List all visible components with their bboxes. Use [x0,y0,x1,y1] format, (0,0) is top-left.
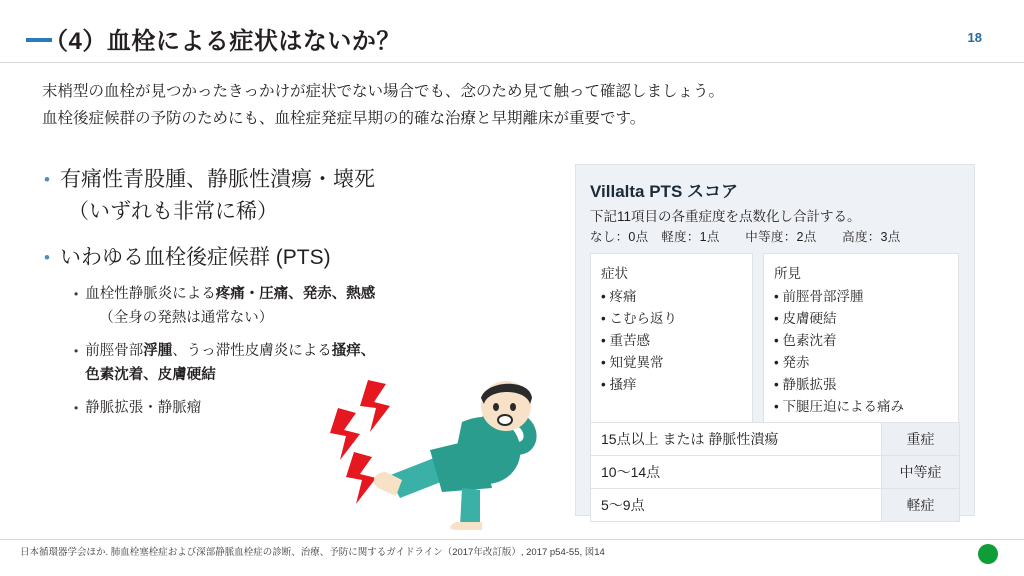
list-item: • こむら返り [601,308,742,330]
list-item: • 搔痒 [601,374,742,396]
sub-3-text: 静脈拡張・静脈瘤 [85,400,202,416]
list-item: • 疼痛 [601,286,742,308]
lead-line-1: 末梢型の血栓が見つかったきっかけが症状でない場合でも、念のため見て触って確認しましょう。 [42,83,725,100]
severity-label: 重症 [882,423,960,456]
bullet-dot-icon: • [44,248,50,267]
bullet-dot-icon: • [74,401,79,415]
panel-scale-legend: なし：0点 軽度：1点 中等度：2点 高度：3点 [590,230,901,244]
table-row [591,489,960,522]
sub-1-pre: 血栓性静脈炎による [85,286,216,302]
bullet-item-1 [44,164,544,228]
bullet-1-text: 有痛性青股腫、静脈性潰瘍・壊死 [59,168,375,191]
table-row [591,423,960,456]
logo-dot-icon [978,544,998,564]
header-divider [0,62,1024,63]
lead-paragraph [42,78,972,132]
villalta-score-panel [575,164,975,516]
bullet-dot-icon: • [44,170,50,189]
body-shape [374,381,532,530]
score-range: 5〜9点 [591,489,882,522]
sub-2-bold-1: 浮腫 [143,343,173,359]
findings-list [774,286,948,418]
list-item: • 重苦感 [601,330,742,352]
panel-subtitle: 下記11項目の各重症度を点数化し合計する。 [590,209,861,224]
severity-label: 軽症 [882,489,960,522]
sub-1-note: （全身の発熱は通常ない） [99,310,274,326]
findings-heading: 所見 [774,266,801,281]
panel-card-group [590,253,959,429]
sub-2-bold-2: 搔痒、 [331,343,376,359]
symptoms-list [601,286,742,396]
symptoms-heading: 症状 [601,266,628,281]
list-item: • 色素沈着 [774,330,948,352]
sub-2-line-2: 色素沈着、皮膚硬結 [85,367,216,383]
bullet-2-text: いわゆる血栓後症候群 (PTS) [59,246,331,269]
list-item: • 前脛骨部浮腫 [774,286,948,308]
score-range: 10〜14点 [591,456,882,489]
score-range: 15点以上 または 静脈性潰瘍 [591,423,882,456]
score-severity-table [590,422,960,522]
bullet-1-subtext: （いずれも非常に稀） [67,200,278,223]
footer-divider [0,539,1024,540]
sub-bullet-1 [74,282,544,330]
source-citation: 日本循環器学会ほか. 肺血栓塞栓症および深部静脈血栓症の診断、治療、予防に関するガイドライン（2017年改訂版）, 2017 p54-55, 図14 [20,547,605,558]
list-item: • 発赤 [774,352,948,374]
severity-label: 中等症 [882,456,960,489]
list-item: • 静脈拡張 [774,374,948,396]
list-item: • 知覚異常 [601,352,742,374]
lead-line-2: 血栓後症候群の予防のためにも、血栓症発症早期の的確な治療と早期離床が重要です。 [42,110,646,127]
list-item: • 皮膚硬結 [774,308,948,330]
bullet-dot-icon: • [74,344,79,358]
leg-pain-illustration [330,380,570,530]
panel-title: Villalta PTS スコア [590,182,739,201]
page-number: 18 [967,30,982,45]
sub-1-bold: 疼痛・圧痛、発赤、熱感 [215,286,376,302]
illustration-svg [330,380,570,530]
sub-2-pre: 前脛骨部 [85,343,144,359]
sub-2-mid: 、うっ滞性皮膚炎による [172,343,332,359]
table-row [591,456,960,489]
symptoms-card [590,253,753,429]
page-title: （4）血栓による症状はないか？ [44,28,401,55]
list-item: • 下腿圧迫による痛み [774,396,948,418]
bullet-dot-icon: • [74,287,79,301]
findings-card [763,253,959,429]
